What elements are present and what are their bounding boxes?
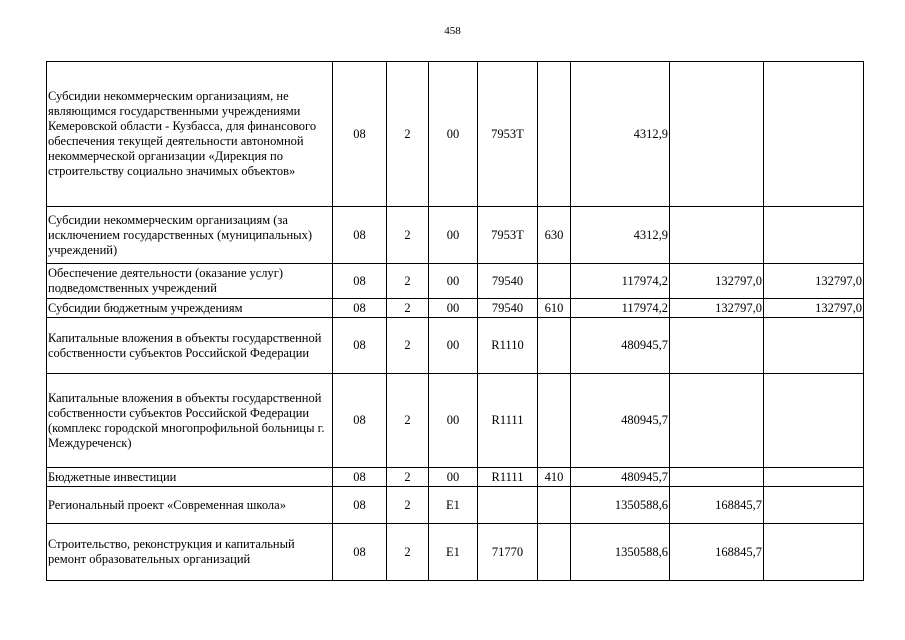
sum-year-1: 480945,7 [571, 468, 670, 487]
sum-year-3 [764, 468, 864, 487]
table-row [47, 299, 864, 318]
sum-year-2 [670, 207, 764, 264]
sum-year-2 [670, 468, 764, 487]
table-row [47, 207, 864, 264]
expense-type: 410 [538, 468, 571, 487]
program-code: 00 [429, 264, 478, 299]
section-code: 08 [333, 299, 387, 318]
row-name: Капитальные вложения в объекты государственной собственности субъектов Российской Федерации (комплекс городской многопрофильной больницы г. Междуреченск) [47, 374, 333, 468]
expense-type [538, 62, 571, 207]
sum-year-1: 1350588,6 [571, 524, 670, 581]
subsection-code: 2 [387, 299, 429, 318]
expense-type [538, 374, 571, 468]
subsection-code: 2 [387, 207, 429, 264]
expense-type [538, 524, 571, 581]
target-code: 79540 [478, 299, 538, 318]
sum-year-3 [764, 374, 864, 468]
target-code: 7953T [478, 62, 538, 207]
sum-year-3 [764, 487, 864, 524]
row-name: Региональный проект «Современная школа» [47, 487, 333, 524]
subsection-code: 2 [387, 374, 429, 468]
sum-year-1: 480945,7 [571, 318, 670, 374]
subsection-code: 2 [387, 264, 429, 299]
target-code: 7953T [478, 207, 538, 264]
section-code: 08 [333, 374, 387, 468]
page-number: 458 [444, 25, 461, 37]
section-code: 08 [333, 207, 387, 264]
row-name: Обеспечение деятельности (оказание услуг) подведомственных учреждений [47, 264, 333, 299]
expense-type [538, 264, 571, 299]
row-name: Бюджетные инвестиции [47, 468, 333, 487]
sum-year-1: 4312,9 [571, 207, 670, 264]
row-name: Строительство, реконструкция и капитальный ремонт образовательных организаций [47, 524, 333, 581]
program-code: 00 [429, 318, 478, 374]
section-code: 08 [333, 62, 387, 207]
expense-type: 630 [538, 207, 571, 264]
subsection-code: 2 [387, 318, 429, 374]
section-code: 08 [333, 318, 387, 374]
expense-type: 610 [538, 299, 571, 318]
program-code: 00 [429, 62, 478, 207]
section-code: 08 [333, 524, 387, 581]
program-code: E1 [429, 487, 478, 524]
program-code: 00 [429, 468, 478, 487]
row-name: Субсидии некоммерческим организациям (за исключением государственных (муниципальных) учреждений) [47, 207, 333, 264]
sum-year-2 [670, 374, 764, 468]
target-code: 79540 [478, 264, 538, 299]
target-code: R1111 [478, 468, 538, 487]
sum-year-2: 132797,0 [670, 299, 764, 318]
table-row [47, 524, 864, 581]
program-code: 00 [429, 374, 478, 468]
program-code: 00 [429, 299, 478, 318]
row-name: Субсидии бюджетным учреждениям [47, 299, 333, 318]
target-code: R1111 [478, 374, 538, 468]
sum-year-3 [764, 207, 864, 264]
budget-table [46, 61, 864, 581]
row-name: Субсидии некоммерческим организациям, не являющимся государственными учреждениями Кемеровской области - Кузбасса, для финансового обеспечения текущей деятельности автономной некоммерческой организации «Дирекция по строительству социально значимых объектов» [47, 62, 333, 207]
target-code: 71770 [478, 524, 538, 581]
table-row [47, 374, 864, 468]
sum-year-1: 480945,7 [571, 374, 670, 468]
target-code [478, 487, 538, 524]
sum-year-3 [764, 524, 864, 581]
table-row [47, 264, 864, 299]
sum-year-1: 1350588,6 [571, 487, 670, 524]
section-code: 08 [333, 264, 387, 299]
sum-year-2: 168845,7 [670, 487, 764, 524]
section-code: 08 [333, 468, 387, 487]
table-row [47, 468, 864, 487]
subsection-code: 2 [387, 62, 429, 207]
table-row [47, 487, 864, 524]
table-row [47, 62, 864, 207]
target-code: R1110 [478, 318, 538, 374]
expense-type [538, 318, 571, 374]
sum-year-2 [670, 62, 764, 207]
row-name: Капитальные вложения в объекты государственной собственности субъектов Российской Федерации [47, 318, 333, 374]
subsection-code: 2 [387, 468, 429, 487]
subsection-code: 2 [387, 487, 429, 524]
program-code: 00 [429, 207, 478, 264]
sum-year-2 [670, 318, 764, 374]
expense-type [538, 487, 571, 524]
sum-year-3: 132797,0 [764, 264, 864, 299]
sum-year-3: 132797,0 [764, 299, 864, 318]
program-code: E1 [429, 524, 478, 581]
sum-year-3 [764, 318, 864, 374]
sum-year-2: 168845,7 [670, 524, 764, 581]
sum-year-2: 132797,0 [670, 264, 764, 299]
sum-year-1: 117974,2 [571, 264, 670, 299]
table-row [47, 318, 864, 374]
subsection-code: 2 [387, 524, 429, 581]
sum-year-1: 4312,9 [571, 62, 670, 207]
section-code: 08 [333, 487, 387, 524]
sum-year-3 [764, 62, 864, 207]
sum-year-1: 117974,2 [571, 299, 670, 318]
